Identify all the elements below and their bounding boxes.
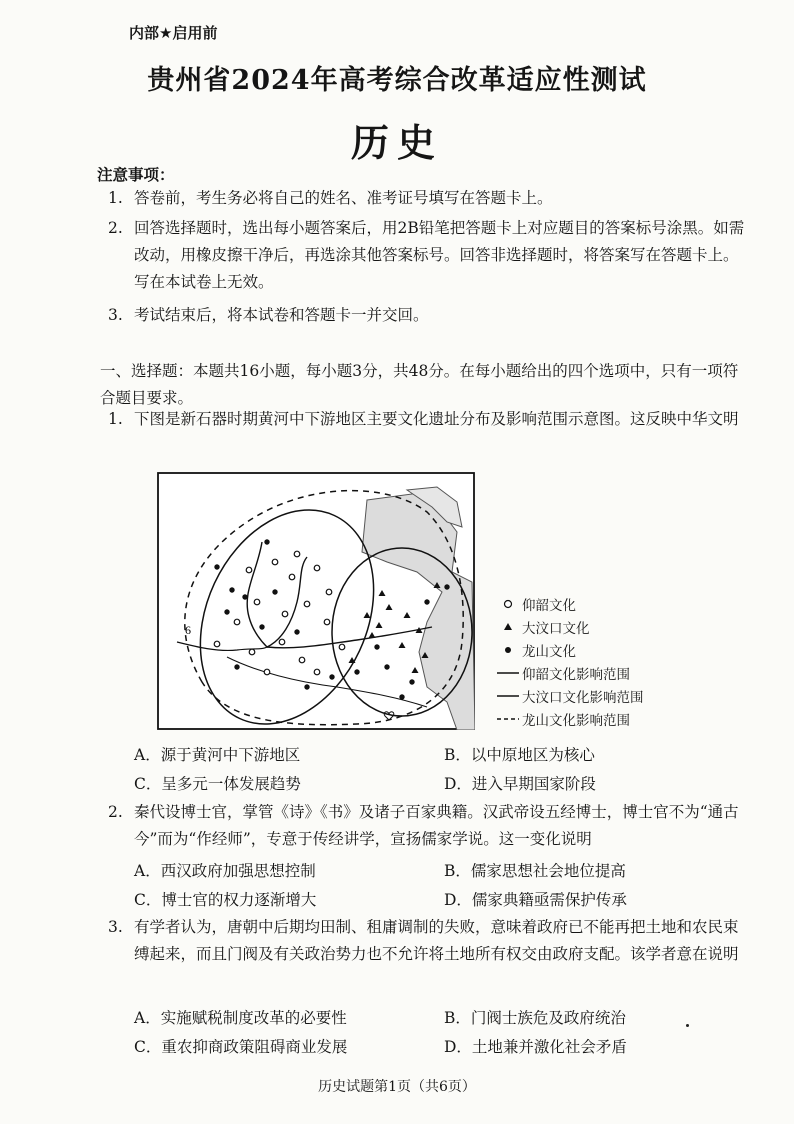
legend-item [494, 592, 644, 615]
option-d: D．进入早期国家阶段 [444, 775, 596, 793]
option-c: C．呈多元一体发展趋势 [134, 775, 301, 793]
scan-speck [686, 1024, 689, 1027]
legend-label: 龙山文化影响范围 [522, 712, 630, 729]
option-a: A．西汉政府加强思想控制 [134, 862, 316, 880]
open-circle-icon [494, 598, 522, 610]
map-number-label: 6 [185, 623, 191, 637]
option-d: D．土地兼并激化社会矛盾 [444, 1038, 627, 1056]
map-legend [494, 592, 644, 730]
legend-label: 仰韶文化影响范围 [522, 666, 630, 683]
legend-label: 大汶口文化 [522, 620, 590, 637]
culture-distribution-map [157, 472, 475, 730]
option-c: C．博士官的权力逐渐增大 [134, 891, 317, 909]
dashed-line-icon [494, 716, 522, 722]
question-number: 1. [108, 410, 123, 428]
option-b: B．门阀士族危及政府统治 [444, 1009, 626, 1027]
legend-label: 大汶口文化影响范围 [522, 689, 644, 706]
option-b: B．以中原地区为核心 [444, 746, 595, 764]
dot-icon [494, 644, 522, 656]
notice-heading: 注意事项： [97, 165, 175, 184]
section-instructions: 一、选择题：本题共16小题，每小题3分，共48分。在每小题给出的四个选项中，只有一项符合题目要求。 [100, 362, 739, 407]
solid-line-icon [494, 693, 522, 699]
question-2-stem [108, 799, 750, 853]
notice-text: 考试结束后，将本试卷和答题卡一并交回。 [134, 306, 429, 324]
notice-item [108, 185, 748, 212]
notice-item [108, 215, 748, 296]
question-1-stem [108, 406, 750, 433]
option-b: B．儒家思想社会地位提高 [444, 862, 626, 880]
notice-text: 答卷前，考生务必将自己的姓名、准考证号填写在答题卡上。 [134, 189, 553, 207]
option-a: A．实施赋税制度改革的必要性 [134, 1009, 347, 1027]
question-number: 2. [108, 803, 123, 821]
legend-label: 龙山文化 [522, 643, 576, 660]
confidential-label: 内部★启用前 [129, 24, 218, 42]
triangle-icon [494, 621, 522, 633]
notice-number: 2. [108, 219, 123, 237]
notice-number: 1. [108, 189, 123, 207]
question-text: 秦代设博士官，掌管《诗》《书》及诸子百家典籍。汉武帝设五经博士，博士官不为“通古今”而为“作经师”，专意于传经讲学，宣扬儒家学说。这一变化说明 [134, 803, 739, 848]
notice-item [108, 302, 748, 329]
solid-line-icon [494, 670, 522, 676]
legend-item [494, 684, 644, 707]
exam-title: 贵州省2024年高考综合改革适应性测试 [147, 65, 647, 96]
question-text: 下图是新石器时期黄河中下游地区主要文化遗址分布及影响范围示意图。这反映中华文明 [134, 410, 739, 428]
option-d: D．儒家典籍亟需保护传承 [444, 891, 627, 909]
legend-item [494, 638, 644, 661]
notice-text: 回答选择题时，选出每小题答案后，用2B铅笔把答题卡上对应题目的答案标号涂黑。如需改动，用橡皮擦干净后，再选涂其他答案标号。回答非选择题时，将答案写在答题卡上。写在本试卷上无效。 [134, 219, 745, 291]
page-footer: 历史试题第1页（共6页） [318, 1079, 476, 1095]
legend-label: 仰韶文化 [522, 597, 576, 614]
question-3-stem [108, 914, 750, 968]
subject-title: 历史 [350, 120, 443, 165]
question-number: 3. [108, 918, 123, 936]
legend-item [494, 707, 644, 730]
notice-number: 3. [108, 306, 123, 324]
legend-item [494, 661, 644, 684]
question-text: 有学者认为，唐朝中后期均田制、租庸调制的失败，意味着政府已不能再把土地和农民束缚起来，而且门阀及有关政治势力也不允许将土地所有权交由政府支配。该学者意在说明 [134, 918, 739, 963]
option-c: C．重农抑商政策阻碍商业发展 [134, 1038, 348, 1056]
legend-item [494, 615, 644, 638]
option-a: A．源于黄河中下游地区 [134, 746, 301, 764]
